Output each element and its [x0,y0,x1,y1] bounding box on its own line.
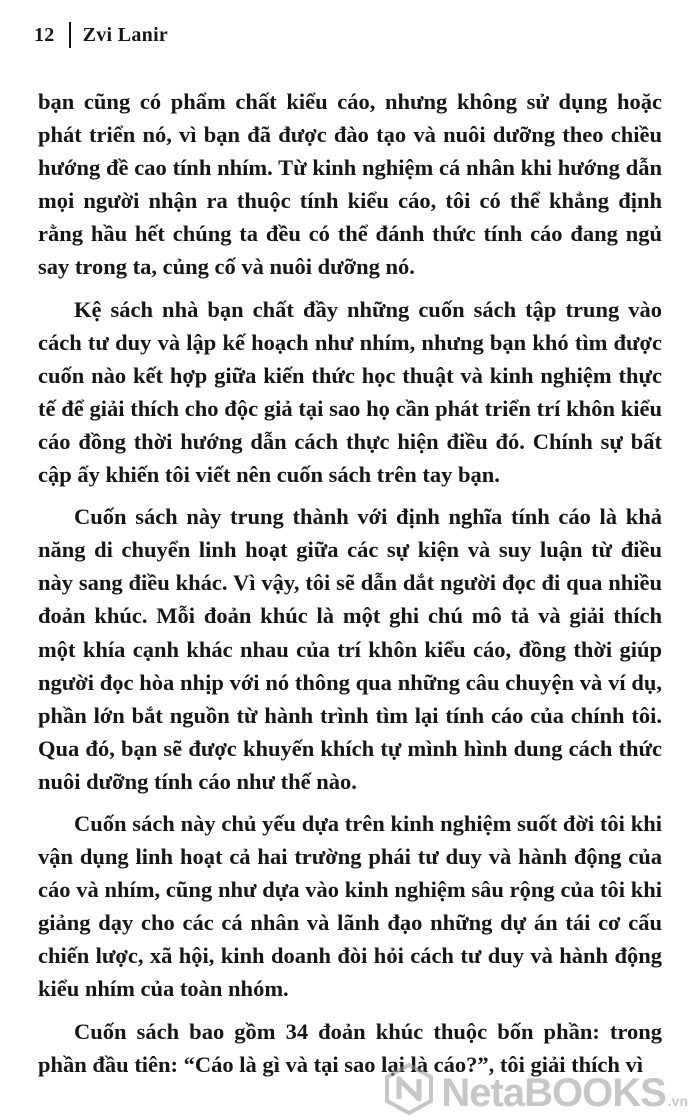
watermark-suffix: .vn [667,1093,688,1109]
page-number: 12 [34,23,55,46]
paragraph-2: Kệ sách nhà bạn chất đầy những cuốn sách tập trung vào cách tư duy và lập kế hoạch như nhím, nhưng bạn khó tìm được cuốn nào kết hợp giữa kiến thức học thuật và kinh nghiệm thực tế để giải thích cho độc giả tại sao họ cần phát triển trí khôn kiểu cáo đồng thời hướng dẫn cách thực hiện điều đó. Chính sự bất cập ấy khiến tôi viết nên cuốn sách trên tay bạn. [38,296,662,488]
paragraph-4: Cuốn sách này chủ yếu dựa trên kinh nghiệm suốt đời tôi khi vận dụng linh hoạt cả hai trường phái tư duy và hành động của cáo và nhím, cũng như dựa vào kinh nghiệm sâu rộng của tôi khi giảng dạy cho các cá nhân và lãnh đạo những dự án tái cơ cấu chiến lược, xã hội, kinh doanh đòi hỏi cách tư duy và hành động kiểu nhím của toàn nhóm. [38,810,662,1002]
running-header [34,22,168,48]
header-divider [69,22,71,48]
author-name: Zvi Lanir [82,23,169,46]
paragraph-1: bạn cũng có phẩm chất kiểu cáo, nhưng không sử dụng hoặc phát triển nó, vì bạn đã được đào tạo và nuôi dưỡng theo chiều hướng đề cao tính nhím. Từ kinh nghiệm cá nhân khi hướng dẫn mọi người nhận ra thuộc tính kiểu cáo, tôi có thể khẳng định rằng hầu hết chúng ta đều có thể đánh thức tính cáo đang ngủ say trong ta, củng cố và nuôi dưỡng nó. [38,89,662,280]
watermark [383,1063,688,1115]
paragraph-5: Cuốn sách bao gồm 34 đoản khúc thuộc bốn phần: trong phần đầu tiên: “Cáo là gì và tại sao lại là cáo?”, tôi giải thích vì [38,1018,662,1077]
watermark-brand: NetaBOOKS [441,1071,666,1115]
paragraph-3: Cuốn sách này trung thành với định nghĩa tính cáo là khả năng di chuyển linh hoạt giữa các sự kiện và suy luận từ điều này sang điều khác. Vì vậy, tôi sẽ dẫn dắt người đọc đi qua nhiều đoản khúc. Mỗi đoản khúc là một ghi chú mô tả và giải thích một khía cạnh khác nhau của trí khôn kiểu cáo, đồng thời giúp người đọc hòa nhịp với nó thông qua những câu chuyện và ví dụ, phần lớn bắt nguồn từ hành trình tìm lại tính cáo của chính tôi. Qua đó, bạn sẽ được khuyến khích tự mình hình dung cách thức nuôi dưỡng tính cáo như thế nào. [38,504,662,794]
page-body [38,85,662,1081]
neta-logo-icon [383,1063,435,1115]
